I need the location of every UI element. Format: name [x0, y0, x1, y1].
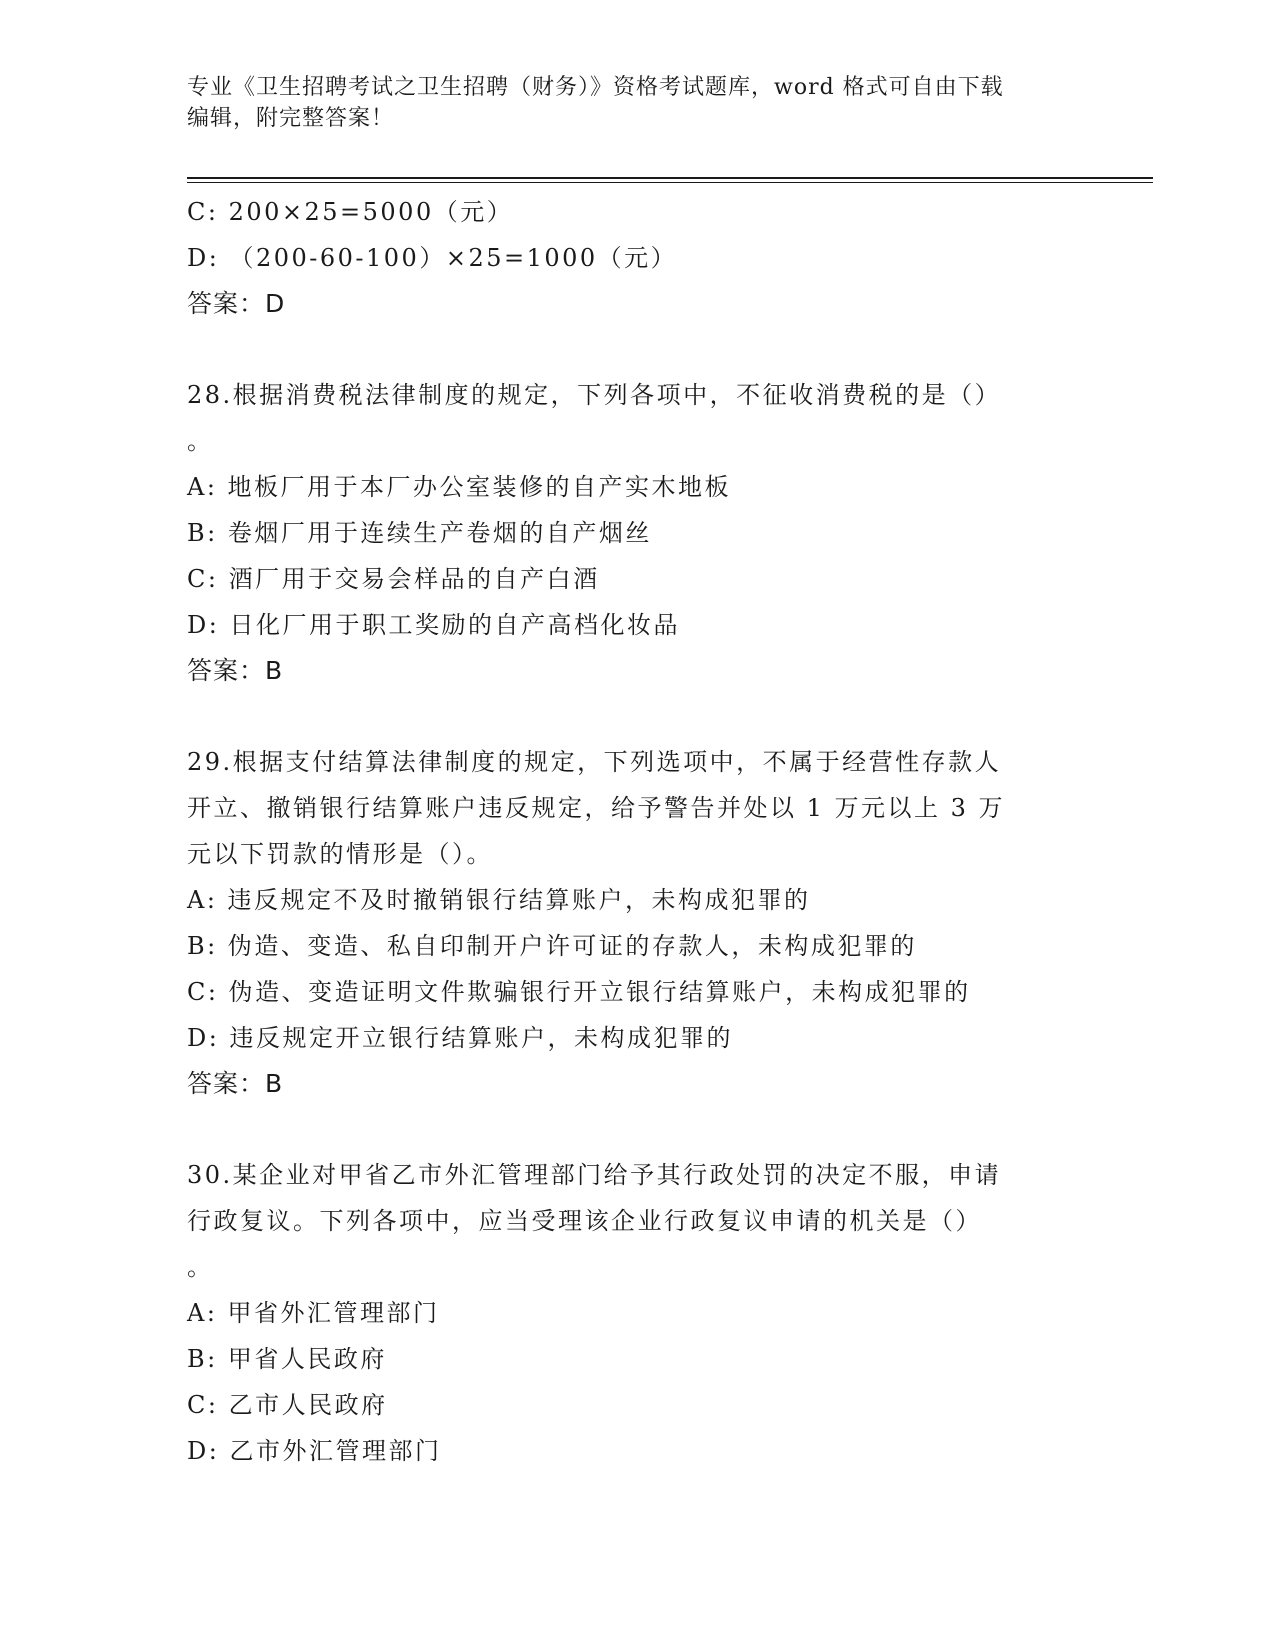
question-29 [187, 739, 1087, 1107]
question-gap [187, 1107, 1087, 1152]
option-a: A: 地板厂用于本厂办公室装修的自产实木地板 [187, 473, 732, 501]
option-b: B: 卷烟厂用于连续生产卷烟的自产烟丝 [187, 519, 652, 547]
question-gap [187, 327, 1087, 372]
option-b: B: 甲省人民政府 [187, 1345, 387, 1373]
previous-question-tail [187, 189, 1087, 327]
question-stem-line: 行政复议。下列各项中，应当受理该企业行政复议申请的机关是（） [187, 1207, 982, 1235]
question-stem-line: 30.某企业对甲省乙市外汇管理部门给予其行政处罚的决定不服，申请 [187, 1161, 1002, 1189]
question-gap [187, 694, 1087, 739]
option-d: D: 乙市外汇管理部门 [187, 1437, 442, 1465]
question-stem-line: 。 [187, 1253, 214, 1281]
question-30 [187, 1152, 1087, 1474]
question-stem-line: 29.根据支付结算法律制度的规定，下列选项中，不属于经营性存款人 [187, 748, 1002, 776]
answer-line: 答案：B [187, 1069, 284, 1098]
question-28 [187, 372, 1087, 694]
option-c: C: 200×25=5000（元） [187, 198, 514, 226]
header-line-1: 专业《卫生招聘考试之卫生招聘（财务）》资格考试题库，word 格式可自由下载 [187, 75, 1004, 100]
document-body [187, 189, 1087, 1474]
option-d: D: 违反规定开立银行结算账户，未构成犯罪的 [187, 1024, 733, 1052]
answer-line: 答案：D [187, 289, 286, 318]
option-a: A: 甲省外汇管理部门 [187, 1299, 440, 1327]
question-stem-line: 28.根据消费税法律制度的规定，下列各项中，不征收消费税的是（） [187, 381, 1002, 409]
question-stem-line: 元以下罚款的情形是（）。 [187, 840, 493, 868]
header-rule-thin [187, 182, 1153, 183]
answer-line: 答案：B [187, 656, 284, 685]
option-c: C: 乙市人民政府 [187, 1391, 388, 1419]
option-c: C: 酒厂用于交易会样品的自产白酒 [187, 565, 600, 593]
option-c: C: 伪造、变造证明文件欺骗银行开立银行结算账户，未构成犯罪的 [187, 978, 971, 1006]
page-header [187, 72, 1067, 134]
option-d: D: 日化厂用于职工奖励的自产高档化妆品 [187, 611, 680, 639]
option-a: A: 违反规定不及时撤销银行结算账户，未构成犯罪的 [187, 886, 811, 914]
question-stem-line: 。 [187, 427, 214, 455]
header-line-2: 编辑，附完整答案！ [187, 106, 395, 131]
question-stem-line: 开立、撤销银行结算账户违反规定，给予警告并处以 1 万元以上 3 万 [187, 794, 1006, 822]
header-rule-thick [187, 177, 1153, 179]
option-d: D: （200-60-100）×25=1000（元） [187, 244, 678, 272]
option-b: B: 伪造、变造、私自印制开户许可证的存款人，未构成犯罪的 [187, 932, 917, 960]
